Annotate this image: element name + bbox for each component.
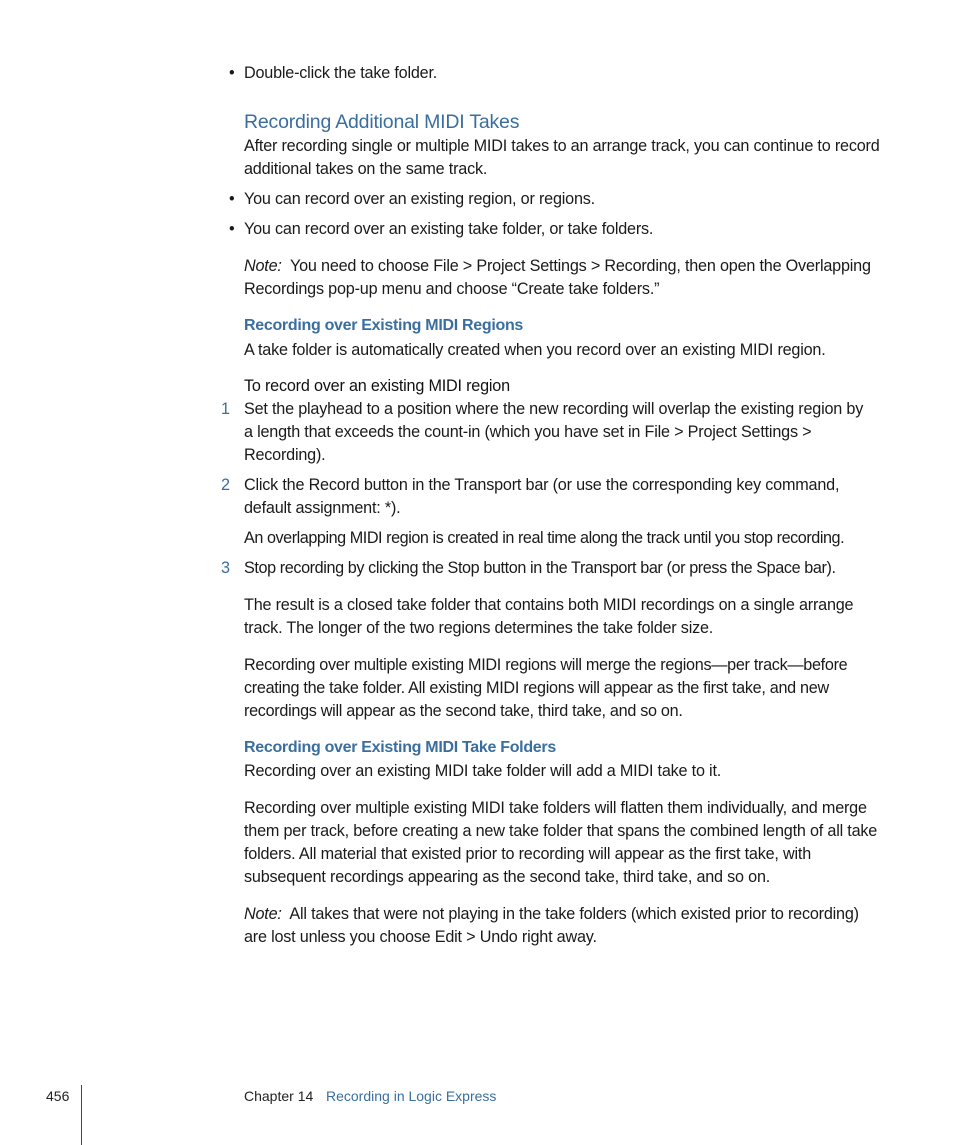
footer-chapter-title: Recording in Logic Express xyxy=(326,1088,497,1104)
page-number: 456 xyxy=(46,1088,70,1104)
note-paragraph xyxy=(244,255,880,301)
note-label: Note: xyxy=(244,905,282,923)
footer-divider xyxy=(81,1085,82,1145)
subsection-title: Recording over Existing MIDI Regions xyxy=(244,317,524,334)
subsection-intro: A take folder is automatically created when you record over an existing MIDI region. xyxy=(244,341,826,359)
note-label: Note: xyxy=(244,257,282,275)
note-paragraph xyxy=(244,903,880,949)
step-text: Stop recording by clicking the Stop button in the Transport bar (or press the Space bar). xyxy=(244,559,836,577)
paragraph: Recording over multiple existing MIDI regions will merge the regions—per track—before creating the take folder. All existing MIDI regions will appear as the first take, and new recordings will appear as the second take, third take, and so on. xyxy=(244,656,848,720)
paragraph: Recording over multiple existing MIDI take folders will flatten them individually, and merge them per track, before creating a new take folder that spans the combined length of all take folders. All material that existed prior to recording will appear as the first take, with subsequent recordings appearing as the second take, third take, and so on. xyxy=(244,799,878,886)
list-item xyxy=(229,62,438,85)
list-item-text: You can record over an existing take folder, or take folders. xyxy=(244,220,654,238)
step-number: 2 xyxy=(221,476,231,494)
step-result: An overlapping MIDI region is created in real time along the track until you stop recording. xyxy=(244,529,845,547)
bullet-icon: • xyxy=(229,220,235,238)
section-title: Recording Additional MIDI Takes xyxy=(244,111,520,133)
note-text: You need to choose File > Project Settings > Recording, then open the Overlapping Recordings pop-up menu and choose “Create take folders.” xyxy=(244,257,871,298)
step-number: 3 xyxy=(221,559,231,577)
subsection-title: Recording over Existing MIDI Take Folders xyxy=(244,739,556,756)
step-text: Click the Record button in the Transport bar (or use the corresponding key command, default assignment: *). xyxy=(244,476,840,517)
step-text: Set the playhead to a position where the new recording will overlap the existing region by a length that exceeds the count-in (which you have set in File > Project Settings > Recording). xyxy=(244,400,864,464)
note-text: All takes that were not playing in the take folders (which existed prior to recording) are lost unless you choose Edit > Undo right away. xyxy=(244,905,859,946)
task-heading: To record over an existing MIDI region xyxy=(244,377,510,395)
list-item-text: You can record over an existing region, or regions. xyxy=(244,190,595,208)
paragraph: The result is a closed take folder that contains both MIDI recordings on a single arrange track. The longer of the two regions determines the take folder size. xyxy=(244,596,854,637)
list-item-text: Double-click the take folder. xyxy=(244,64,438,82)
section-intro: After recording single or multiple MIDI takes to an arrange track, you can continue to record additional takes on the same track. xyxy=(244,137,880,178)
subsection-intro: Recording over an existing MIDI take folder will add a MIDI take to it. xyxy=(244,762,722,780)
list-item xyxy=(229,218,654,241)
bullet-icon: • xyxy=(229,64,235,82)
footer-chapter: Chapter 14 xyxy=(244,1088,314,1104)
list-item xyxy=(229,188,595,211)
step-number: 1 xyxy=(221,400,231,418)
bullet-icon: • xyxy=(229,190,235,208)
